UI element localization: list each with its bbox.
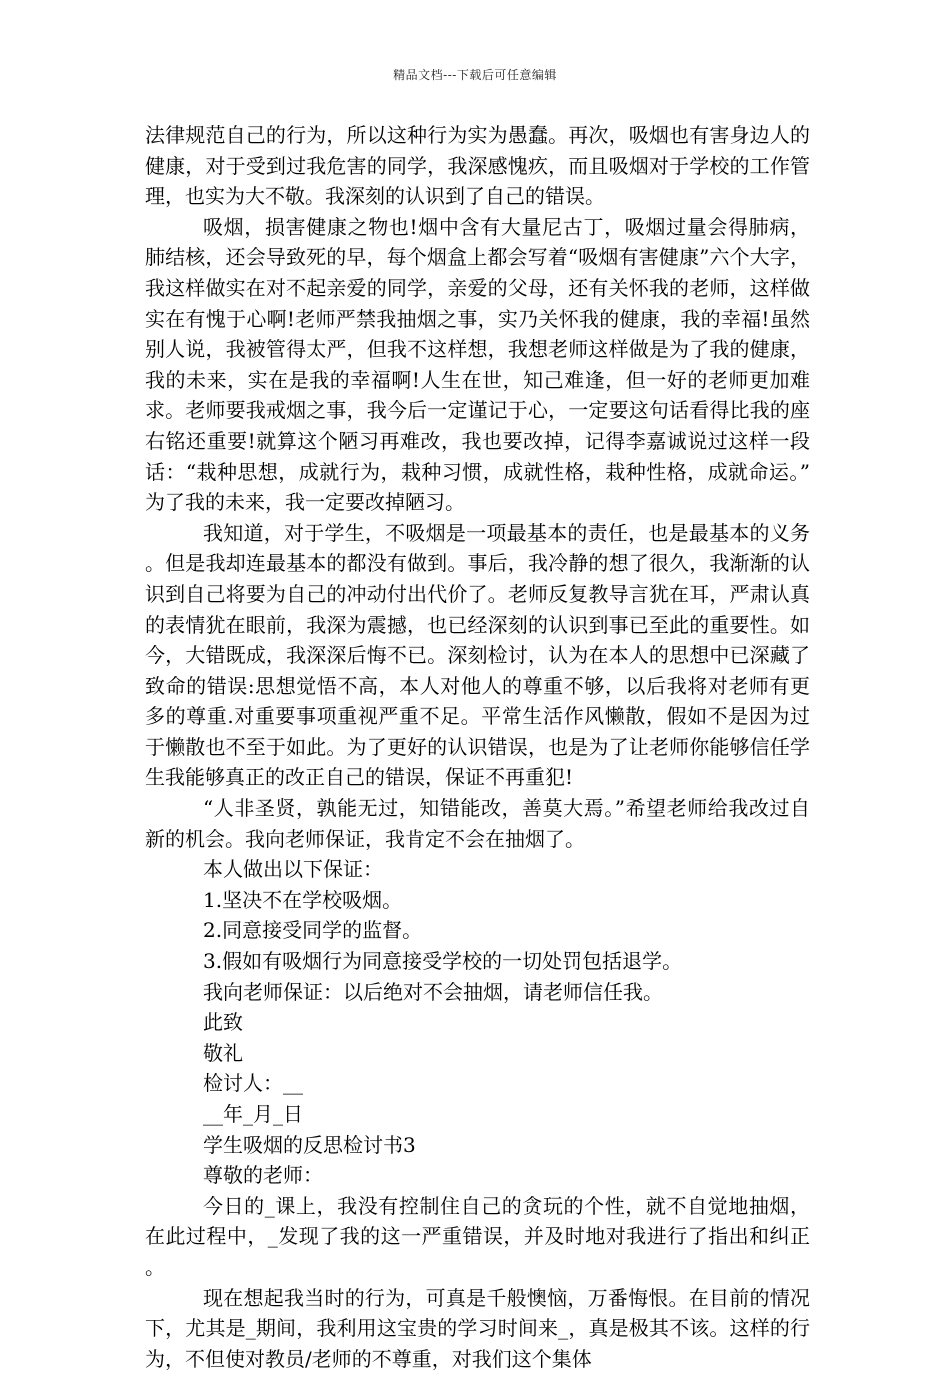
paragraph: 吸烟，损害健康之物也!烟中含有大量尼古丁，吸烟过量会得肺病，肺结核，还会导致死的早，每个烟盒上都会写着“吸烟有害健康”六个大字，我这样做实在对不起亲爱的同学，亲爱的父母，还有关怀我的老师，这样做实在有愧于心啊!老师严禁我抽烟之事，实乃关怀我的健康，我的幸福!虽然别人说，我被管得太严，但我不这样想，我想老师这样做是为了我的健康，我的未来，实在是我的幸福啊!人生在世，知己难逢，但一好的老师更加难求。老师要我戒烟之事，我今后一定谨记于心，一定要这句话看得比我的座右铭还重要!就算这个陋习再难改，我也要改掉，记得李嘉诚说过这样一段话：“栽种思想，成就行为，栽种习惯，成就性格，栽种性格，成就命运。”为了我的未来，我一定要改掉陋习。 (145, 214, 810, 515)
closing-line: 此致 (203, 1010, 243, 1035)
paragraph: 今日的_课上，我没有控制住自己的贪玩的个性，就不自觉地抽烟，在此过程中，_发现了我的这一严重错误，并及时地对我进行了指出和纠正。 (145, 1193, 810, 1279)
paragraph: 现在想起我当时的行为，可真是千般懊恼，万番悔恨。在目前的情况下，尤其是_期间，我利用这宝贵的学习时间来_，真是极其不该。这样的行为，不但使对教员/老师的不尊重，对我们这个集体 (145, 1285, 810, 1371)
paragraph: “人非圣贤，孰能无过，知错能改，善莫大焉。”希望老师给我改过自新的机会。我向老师保证，我肯定不会在抽烟了。 (145, 796, 810, 851)
paragraph: 法律规范自己的行为，所以这种行为实为愚蠢。再次，吸烟也有害身边人的健康，对于受到过我危害的同学，我深感愧疚，而且吸烟对于学校的工作管理，也实为大不敬。我深刻的认识到了自己的错误。 (145, 123, 810, 209)
document-body (145, 120, 810, 1374)
closing-line: 敬礼 (203, 1040, 243, 1065)
section-title: 学生吸烟的反思检讨书3 (203, 1132, 416, 1157)
page-header: 精品文档---下载后可任意编辑 (393, 68, 557, 82)
guarantee-item: 1.坚决不在学校吸烟。 (203, 887, 403, 912)
guarantee-item: 3.假如有吸烟行为同意接受学校的一切处罚包括退学。 (203, 949, 683, 974)
paragraph: 我知道，对于学生，不吸烟是一项最基本的责任，也是最基本的义务。但是我却连最基本的都没有做到。事后，我冷静的想了很久，我渐渐的认识到自己将要为自己的冲动付出代价了。老师反复教导言犹在耳，严肃认真的表情犹在眼前，我深为震撼，也已经深刻的认识到事已至此的重要性。如今，大错既成，我深深后悔不已。深刻检讨，认为在本人的思想中已深藏了致命的错误:思想觉悟不高，本人对他人的尊重不够，以后我将对老师有更多的尊重.对重要事项重视严重不足。平常生活作风懒散，假如不是因为过于懒散也不至于如此。为了更好的认识错误，也是为了让老师你能够信任学生我能够真正的改正自己的错误，保证不再重犯! (145, 520, 810, 790)
signature-line: 检讨人：__ (203, 1071, 303, 1096)
guarantee-intro: 本人做出以下保证： (203, 857, 383, 882)
guarantee-item: 2.同意接受同学的监督。 (203, 918, 423, 943)
salutation: 尊敬的老师： (203, 1163, 323, 1188)
promise-line: 我向老师保证：以后绝对不会抽烟，请老师信任我。 (203, 979, 663, 1004)
date-line: __年_月_日 (203, 1102, 303, 1126)
